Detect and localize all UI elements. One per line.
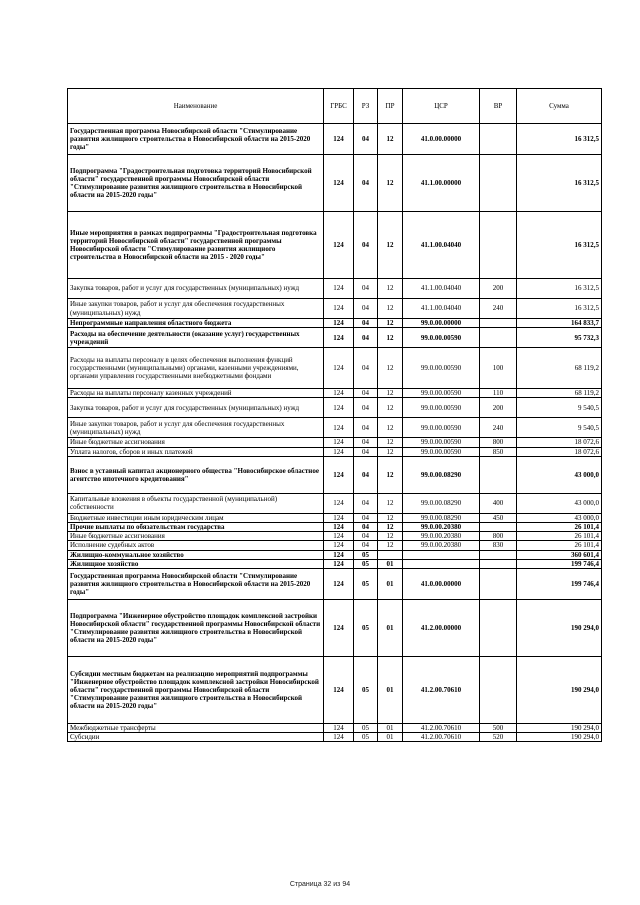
cell-name: Иные закупки товаров, работ и услуг для обеспечения государственных (муниципальных) нужд: [68, 299, 324, 319]
cell-vr: [480, 550, 517, 559]
cell-grbs: 124: [324, 532, 354, 541]
cell-csr: 41.2.00.70610: [403, 724, 480, 733]
cell-vr: [480, 212, 517, 279]
cell-csr: [403, 559, 480, 568]
cell-rz: 04: [354, 212, 378, 279]
cell-sum: 16 312,5: [517, 155, 602, 212]
cell-name: Жилищно-коммунальное хозяйство: [68, 550, 324, 559]
cell-name: Капитальные вложения в объекты государственной (муниципальной) собственности: [68, 493, 324, 513]
cell-name: Иные мероприятия в рамках подпрограммы "Градостроительная подготовка территорий Новосибирской области" государственной программы Новосибирской области "Стимулирование развития жилищного строительства в Новосибирской области на 2015 - 2020 годы": [68, 212, 324, 279]
cell-csr: 99.0.00.20380: [403, 532, 480, 541]
cell-grbs: 124: [324, 124, 354, 155]
cell-vr: 830: [480, 541, 517, 550]
cell-csr: 41.2.00.70610: [403, 733, 480, 742]
cell-name: Непрограммные направления областного бюджета: [68, 319, 324, 328]
cell-pr: 12: [378, 456, 403, 493]
cell-sum: 43 000,0: [517, 493, 602, 513]
cell-rz: 04: [354, 124, 378, 155]
cell-rz: 04: [354, 398, 378, 418]
cell-rz: 04: [354, 348, 378, 389]
table-row: [68, 513, 602, 522]
cell-sum: 26 101,4: [517, 523, 602, 532]
cell-name: Государственная программа Новосибирской области "Стимулирование развития жилищного строительства в Новосибирской области на 2015-2020 годы": [68, 124, 324, 155]
cell-grbs: 124: [324, 513, 354, 522]
cell-rz: 04: [354, 532, 378, 541]
cell-name: Прочие выплаты по обязательствам государства: [68, 523, 324, 532]
cell-csr: 41.2.00.00000: [403, 600, 480, 657]
cell-name: Государственная программа Новосибирской области "Стимулирование развития жилищного строительства в Новосибирской области на 2015-2020 годы": [68, 569, 324, 600]
cell-csr: 99.0.00.00590: [403, 348, 480, 389]
cell-grbs: 124: [324, 523, 354, 532]
cell-csr: 99.0.00.00590: [403, 328, 480, 348]
cell-rz: 05: [354, 600, 378, 657]
cell-grbs: 124: [324, 541, 354, 550]
table-row: [68, 348, 602, 389]
table-body: [68, 124, 602, 742]
cell-csr: 41.1.00.00000: [403, 155, 480, 212]
cell-grbs: 124: [324, 328, 354, 348]
cell-vr: 520: [480, 733, 517, 742]
cell-sum: 190 294,0: [517, 657, 602, 724]
cell-grbs: 124: [324, 550, 354, 559]
table-row: [68, 212, 602, 279]
cell-pr: 01: [378, 657, 403, 724]
cell-name: Иные закупки товаров, работ и услуг для обеспечения государственных (муниципальных) нужд: [68, 418, 324, 438]
cell-vr: 110: [480, 389, 517, 398]
cell-pr: 01: [378, 600, 403, 657]
cell-sum: 360 601,4: [517, 550, 602, 559]
cell-sum: 95 732,3: [517, 328, 602, 348]
cell-rz: 04: [354, 523, 378, 532]
table-row: [68, 319, 602, 328]
cell-sum: 18 072,6: [517, 438, 602, 447]
cell-vr: 200: [480, 398, 517, 418]
table-row: [68, 569, 602, 600]
cell-sum: 190 294,0: [517, 724, 602, 733]
cell-sum: 16 312,5: [517, 279, 602, 299]
table-row: [68, 389, 602, 398]
cell-vr: 800: [480, 438, 517, 447]
cell-vr: [480, 523, 517, 532]
cell-pr: 12: [378, 438, 403, 447]
cell-csr: 99.0.00.08290: [403, 456, 480, 493]
cell-pr: 01: [378, 724, 403, 733]
cell-sum: 26 101,4: [517, 541, 602, 550]
cell-rz: 05: [354, 550, 378, 559]
cell-csr: 99.0.00.00590: [403, 389, 480, 398]
header-sum: Сумма: [517, 89, 602, 124]
table-row: [68, 438, 602, 447]
table-row: [68, 600, 602, 657]
cell-rz: 04: [354, 155, 378, 212]
cell-vr: [480, 319, 517, 328]
cell-name: Бюджетные инвестиции иным юридическим лицам: [68, 513, 324, 522]
cell-rz: 04: [354, 279, 378, 299]
cell-rz: 04: [354, 513, 378, 522]
header-pr: ПР: [378, 89, 403, 124]
page-number: Страница 32 из 94: [289, 881, 351, 888]
cell-csr: 99.0.00.00590: [403, 438, 480, 447]
cell-name: Закупка товаров, работ и услуг для государственных (муниципальных) нужд: [68, 279, 324, 299]
cell-pr: 12: [378, 279, 403, 299]
cell-name: Расходы на выплаты персоналу в целях обеспечения выполнения функций государственными (муниципальными) органами, казенными учреждениями, органами управления государственными внебюджетными фондами: [68, 348, 324, 389]
cell-name: Субсидии местным бюджетам на реализацию мероприятий подпрограммы "Инженерное обустройство площадок комплексной застройки Новосибирской области" государственной программы Новосибирской области "Стимулирование развития жилищного строительства в Новосибирской области на 2015-2020 годы": [68, 657, 324, 724]
cell-pr: 12: [378, 212, 403, 279]
cell-rz: 04: [354, 389, 378, 398]
cell-rz: 05: [354, 559, 378, 568]
cell-vr: 800: [480, 532, 517, 541]
cell-pr: 12: [378, 447, 403, 456]
cell-sum: 190 294,0: [517, 733, 602, 742]
cell-vr: [480, 155, 517, 212]
cell-grbs: 124: [324, 559, 354, 568]
cell-rz: 04: [354, 456, 378, 493]
table-row: [68, 279, 602, 299]
cell-name: Иные бюджетные ассигнования: [68, 438, 324, 447]
cell-sum: 16 312,5: [517, 212, 602, 279]
cell-pr: 12: [378, 348, 403, 389]
budget-table: [67, 88, 602, 742]
table-row: [68, 657, 602, 724]
cell-grbs: 124: [324, 569, 354, 600]
table-row: [68, 447, 602, 456]
cell-rz: 04: [354, 319, 378, 328]
table-row: [68, 418, 602, 438]
cell-grbs: 124: [324, 418, 354, 438]
cell-grbs: 124: [324, 493, 354, 513]
cell-sum: 68 119,2: [517, 389, 602, 398]
table-row: [68, 456, 602, 493]
cell-pr: 12: [378, 389, 403, 398]
table-row: [68, 493, 602, 513]
cell-grbs: 124: [324, 319, 354, 328]
cell-rz: 04: [354, 438, 378, 447]
cell-pr: 12: [378, 124, 403, 155]
cell-pr: 12: [378, 541, 403, 550]
cell-name: Расходы на обеспечение деятельности (оказание услуг) государственных учреждений: [68, 328, 324, 348]
cell-vr: [480, 600, 517, 657]
cell-sum: 43 000,0: [517, 456, 602, 493]
cell-grbs: 124: [324, 724, 354, 733]
cell-csr: 99.0.00.08290: [403, 513, 480, 522]
cell-grbs: 124: [324, 299, 354, 319]
cell-vr: 500: [480, 724, 517, 733]
cell-csr: 99.0.00.00590: [403, 418, 480, 438]
cell-rz: 05: [354, 724, 378, 733]
cell-name: Жилищное хозяйство: [68, 559, 324, 568]
cell-grbs: 124: [324, 657, 354, 724]
cell-vr: 200: [480, 279, 517, 299]
cell-rz: 05: [354, 657, 378, 724]
cell-pr: 01: [378, 569, 403, 600]
cell-csr: 41.1.00.04040: [403, 212, 480, 279]
cell-sum: 190 294,0: [517, 600, 602, 657]
cell-sum: 164 833,7: [517, 319, 602, 328]
cell-vr: 400: [480, 493, 517, 513]
header-csr: ЦСР: [403, 89, 480, 124]
cell-pr: 12: [378, 493, 403, 513]
cell-rz: 05: [354, 733, 378, 742]
cell-csr: 99.0.00.20380: [403, 523, 480, 532]
cell-grbs: 124: [324, 155, 354, 212]
cell-pr: 12: [378, 523, 403, 532]
cell-rz: 04: [354, 493, 378, 513]
cell-pr: 12: [378, 513, 403, 522]
cell-name: Закупка товаров, работ и услуг для государственных (муниципальных) нужд: [68, 398, 324, 418]
table-row: [68, 299, 602, 319]
cell-csr: 99.0.00.20380: [403, 541, 480, 550]
cell-sum: 68 119,2: [517, 348, 602, 389]
cell-rz: 04: [354, 418, 378, 438]
cell-vr: [480, 124, 517, 155]
cell-pr: 12: [378, 155, 403, 212]
cell-vr: [480, 569, 517, 600]
cell-name: Исполнение судебных актов: [68, 541, 324, 550]
cell-vr: [480, 559, 517, 568]
cell-rz: 04: [354, 299, 378, 319]
cell-vr: 240: [480, 418, 517, 438]
cell-grbs: 124: [324, 600, 354, 657]
cell-pr: 12: [378, 299, 403, 319]
cell-sum: 16 312,5: [517, 299, 602, 319]
table-row: [68, 532, 602, 541]
cell-pr: 12: [378, 418, 403, 438]
cell-sum: 43 000,0: [517, 513, 602, 522]
cell-pr: 01: [378, 559, 403, 568]
table-row: [68, 733, 602, 742]
cell-sum: 26 101,4: [517, 532, 602, 541]
cell-grbs: 124: [324, 389, 354, 398]
table-row: [68, 155, 602, 212]
table-row: [68, 523, 602, 532]
cell-grbs: 124: [324, 279, 354, 299]
table-row: [68, 724, 602, 733]
cell-vr: 450: [480, 513, 517, 522]
cell-grbs: 124: [324, 212, 354, 279]
cell-grbs: 124: [324, 398, 354, 418]
cell-rz: 04: [354, 328, 378, 348]
cell-sum: 18 072,6: [517, 447, 602, 456]
cell-name: Иные бюджетные ассигнования: [68, 532, 324, 541]
cell-name: Субсидии: [68, 733, 324, 742]
cell-vr: [480, 657, 517, 724]
cell-rz: 04: [354, 541, 378, 550]
table-header-row: [68, 89, 602, 124]
table-row: [68, 124, 602, 155]
cell-grbs: 124: [324, 447, 354, 456]
cell-name: Подпрограмма "Инженерное обустройство площадок комплексной застройки Новосибирской области" государственной программы Новосибирской области "Стимулирование развития жилищного строительства в Новосибирской области на 2015-2020 годы": [68, 600, 324, 657]
table-row: [68, 541, 602, 550]
cell-name: Взнос в уставный капитал акционерного общества "Новосибирское областное агентство ипотечного кредитования": [68, 456, 324, 493]
cell-csr: 41.2.00.70610: [403, 657, 480, 724]
table-row: [68, 550, 602, 559]
cell-vr: [480, 456, 517, 493]
header-vr: ВР: [480, 89, 517, 124]
cell-pr: 12: [378, 398, 403, 418]
cell-vr: 100: [480, 348, 517, 389]
cell-csr: [403, 550, 480, 559]
cell-name: Расходы на выплаты персоналу казенных учреждений: [68, 389, 324, 398]
cell-csr: 99.0.00.00000: [403, 319, 480, 328]
cell-grbs: 124: [324, 348, 354, 389]
cell-grbs: 124: [324, 456, 354, 493]
header-rz: РЗ: [354, 89, 378, 124]
cell-name: Уплата налогов, сборов и иных платежей: [68, 447, 324, 456]
cell-vr: 850: [480, 447, 517, 456]
cell-rz: 05: [354, 569, 378, 600]
cell-sum: 9 540,5: [517, 398, 602, 418]
cell-csr: 41.0.00.00000: [403, 124, 480, 155]
cell-grbs: 124: [324, 438, 354, 447]
cell-grbs: 124: [324, 733, 354, 742]
cell-sum: 16 312,5: [517, 124, 602, 155]
table-row: [68, 328, 602, 348]
cell-pr: 12: [378, 328, 403, 348]
cell-csr: 41.1.00.04040: [403, 279, 480, 299]
cell-rz: 04: [354, 447, 378, 456]
header-grbs: ГРБС: [324, 89, 354, 124]
cell-pr: 01: [378, 733, 403, 742]
cell-name: Межбюджетные трансферты: [68, 724, 324, 733]
table-row: [68, 559, 602, 568]
cell-pr: [378, 550, 403, 559]
cell-pr: 12: [378, 319, 403, 328]
cell-pr: 12: [378, 532, 403, 541]
cell-vr: [480, 328, 517, 348]
cell-sum: 9 540,5: [517, 418, 602, 438]
cell-csr: 99.0.00.00590: [403, 447, 480, 456]
header-name: Наименование: [68, 89, 324, 124]
cell-csr: 99.0.00.00590: [403, 398, 480, 418]
cell-csr: 41.0.00.00000: [403, 569, 480, 600]
cell-name: Подпрограмма "Градостроительная подготовка территорий Новосибирской области" государственной программы Новосибирской области "Стимулирование развития жилищного строительства в Новосибирской области на 2015-2020 годы": [68, 155, 324, 212]
cell-vr: 240: [480, 299, 517, 319]
cell-sum: 199 746,4: [517, 569, 602, 600]
cell-csr: 41.1.00.04040: [403, 299, 480, 319]
cell-csr: 99.0.00.08290: [403, 493, 480, 513]
cell-sum: 199 746,4: [517, 559, 602, 568]
table-row: [68, 398, 602, 418]
